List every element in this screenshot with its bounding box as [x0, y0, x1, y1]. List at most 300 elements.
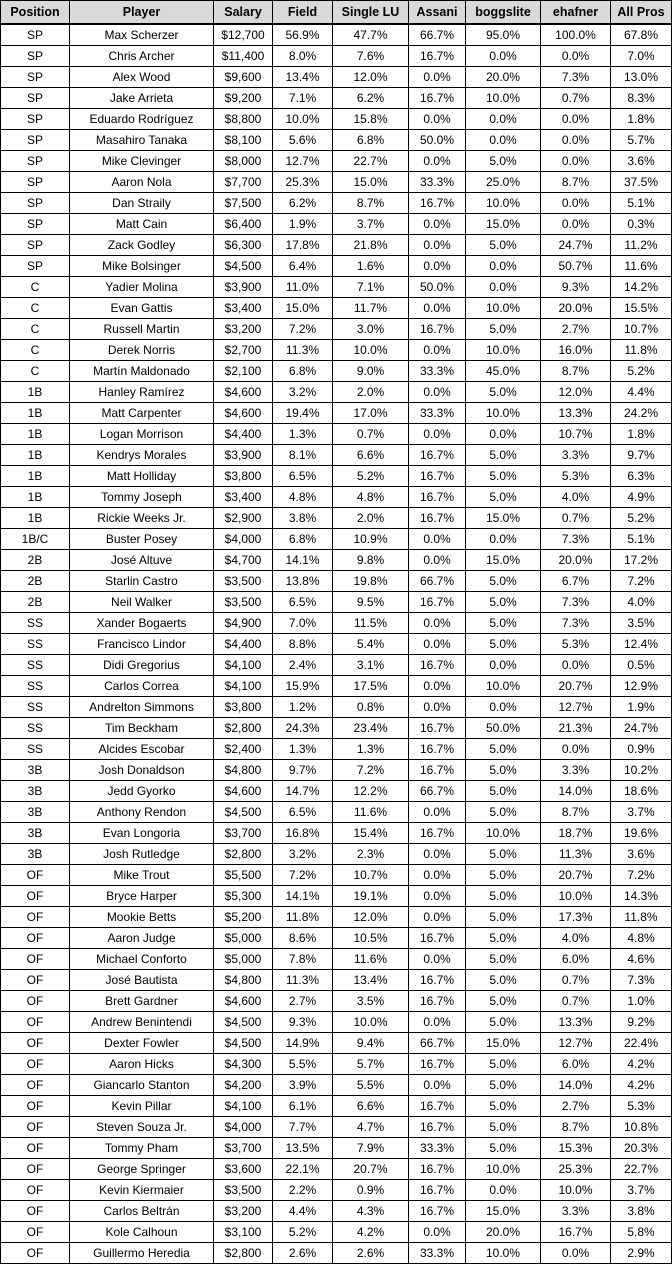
- header-row: [1, 1, 672, 25]
- salary-cell: $8,000: [214, 151, 273, 172]
- boggslite-cell: 15.0%: [466, 1033, 541, 1054]
- assani-cell: 16.7%: [409, 487, 466, 508]
- position-cell: 3B: [1, 781, 70, 802]
- player-cell: Aaron Nola: [70, 172, 214, 193]
- position-cell: 2B: [1, 550, 70, 571]
- all-pros-cell: 4.8%: [611, 928, 672, 949]
- salary-cell: $4,500: [214, 1033, 273, 1054]
- table-row: [1, 1054, 672, 1075]
- salary-cell: $3,800: [214, 466, 273, 487]
- field-cell: 8.0%: [273, 46, 333, 67]
- table-row: [1, 319, 672, 340]
- single-lu-cell: 22.7%: [333, 151, 409, 172]
- player-cell: Anthony Rendon: [70, 802, 214, 823]
- single-lu-cell: 9.8%: [333, 550, 409, 571]
- field-cell: 16.8%: [273, 823, 333, 844]
- table-row: [1, 1012, 672, 1033]
- player-cell: Giancarlo Stanton: [70, 1075, 214, 1096]
- all-pros-cell: 20.3%: [611, 1138, 672, 1159]
- table-row: [1, 823, 672, 844]
- ehafner-cell: 0.0%: [541, 214, 611, 235]
- boggslite-cell: 5.0%: [466, 949, 541, 970]
- salary-cell: $4,200: [214, 1075, 273, 1096]
- position-cell: OF: [1, 1033, 70, 1054]
- boggslite-cell: 15.0%: [466, 1201, 541, 1222]
- single-lu-cell: 3.5%: [333, 991, 409, 1012]
- player-cell: Didi Gregorius: [70, 655, 214, 676]
- salary-cell: $11,400: [214, 46, 273, 67]
- player-cell: Josh Rutledge: [70, 844, 214, 865]
- salary-cell: $2,700: [214, 340, 273, 361]
- field-cell: 11.3%: [273, 970, 333, 991]
- table-row: [1, 886, 672, 907]
- column-header-assani: Assani: [409, 1, 466, 25]
- player-cell: Aaron Hicks: [70, 1054, 214, 1075]
- salary-cell: $2,900: [214, 508, 273, 529]
- table-row: [1, 634, 672, 655]
- single-lu-cell: 4.8%: [333, 487, 409, 508]
- table-row: [1, 277, 672, 298]
- salary-cell: $5,200: [214, 907, 273, 928]
- field-cell: 6.1%: [273, 1096, 333, 1117]
- assani-cell: 0.0%: [409, 151, 466, 172]
- player-cell: Bryce Harper: [70, 886, 214, 907]
- assani-cell: 16.7%: [409, 1201, 466, 1222]
- salary-cell: $9,200: [214, 88, 273, 109]
- all-pros-cell: 37.5%: [611, 172, 672, 193]
- table-row: [1, 151, 672, 172]
- single-lu-cell: 6.6%: [333, 1096, 409, 1117]
- single-lu-cell: 11.5%: [333, 613, 409, 634]
- salary-cell: $3,900: [214, 445, 273, 466]
- assani-cell: 50.0%: [409, 130, 466, 151]
- salary-cell: $4,900: [214, 613, 273, 634]
- field-cell: 15.0%: [273, 298, 333, 319]
- salary-cell: $3,500: [214, 592, 273, 613]
- salary-cell: $7,700: [214, 172, 273, 193]
- all-pros-cell: 4.4%: [611, 382, 672, 403]
- all-pros-cell: 15.5%: [611, 298, 672, 319]
- table-row: [1, 781, 672, 802]
- ehafner-cell: 7.3%: [541, 613, 611, 634]
- salary-cell: $4,400: [214, 634, 273, 655]
- salary-cell: $3,800: [214, 697, 273, 718]
- all-pros-cell: 12.9%: [611, 676, 672, 697]
- column-header-field: Field: [273, 1, 333, 25]
- player-cell: Tommy Pham: [70, 1138, 214, 1159]
- table-row: [1, 844, 672, 865]
- salary-cell: $4,500: [214, 256, 273, 277]
- boggslite-cell: 0.0%: [466, 109, 541, 130]
- player-cell: Starlin Castro: [70, 571, 214, 592]
- player-cell: Max Scherzer: [70, 24, 214, 46]
- salary-cell: $4,600: [214, 403, 273, 424]
- salary-cell: $3,500: [214, 571, 273, 592]
- single-lu-cell: 12.0%: [333, 907, 409, 928]
- assani-cell: 16.7%: [409, 592, 466, 613]
- single-lu-cell: 12.2%: [333, 781, 409, 802]
- salary-cell: $7,500: [214, 193, 273, 214]
- ehafner-cell: 3.3%: [541, 445, 611, 466]
- single-lu-cell: 10.0%: [333, 1012, 409, 1033]
- player-cell: Michael Conforto: [70, 949, 214, 970]
- player-cell: George Springer: [70, 1159, 214, 1180]
- table-row: [1, 424, 672, 445]
- single-lu-cell: 4.7%: [333, 1117, 409, 1138]
- all-pros-cell: 7.3%: [611, 970, 672, 991]
- boggslite-cell: 5.0%: [466, 844, 541, 865]
- position-cell: OF: [1, 928, 70, 949]
- position-cell: SS: [1, 613, 70, 634]
- player-cell: Rickie Weeks Jr.: [70, 508, 214, 529]
- ehafner-cell: 0.0%: [541, 193, 611, 214]
- ehafner-cell: 0.7%: [541, 991, 611, 1012]
- position-cell: SS: [1, 718, 70, 739]
- boggslite-cell: 5.0%: [466, 1012, 541, 1033]
- boggslite-cell: 5.0%: [466, 739, 541, 760]
- single-lu-cell: 11.6%: [333, 802, 409, 823]
- assani-cell: 0.0%: [409, 214, 466, 235]
- all-pros-cell: 5.7%: [611, 130, 672, 151]
- assani-cell: 50.0%: [409, 277, 466, 298]
- all-pros-cell: 22.7%: [611, 1159, 672, 1180]
- position-cell: C: [1, 361, 70, 382]
- ehafner-cell: 100.0%: [541, 24, 611, 46]
- field-cell: 22.1%: [273, 1159, 333, 1180]
- position-cell: OF: [1, 907, 70, 928]
- field-cell: 15.9%: [273, 676, 333, 697]
- position-cell: 1B: [1, 382, 70, 403]
- ehafner-cell: 15.3%: [541, 1138, 611, 1159]
- all-pros-cell: 10.2%: [611, 760, 672, 781]
- position-cell: 1B: [1, 466, 70, 487]
- all-pros-cell: 18.6%: [611, 781, 672, 802]
- table-row: [1, 24, 672, 46]
- position-cell: SP: [1, 130, 70, 151]
- ehafner-cell: 0.7%: [541, 970, 611, 991]
- all-pros-cell: 4.0%: [611, 592, 672, 613]
- salary-cell: $5,000: [214, 928, 273, 949]
- field-cell: 25.3%: [273, 172, 333, 193]
- field-cell: 11.3%: [273, 340, 333, 361]
- single-lu-cell: 9.5%: [333, 592, 409, 613]
- ehafner-cell: 12.7%: [541, 697, 611, 718]
- player-cell: Kevin Kiermaier: [70, 1180, 214, 1201]
- assani-cell: 16.7%: [409, 508, 466, 529]
- ehafner-cell: 12.0%: [541, 382, 611, 403]
- position-cell: SS: [1, 697, 70, 718]
- player-cell: Kole Calhoun: [70, 1222, 214, 1243]
- single-lu-cell: 9.0%: [333, 361, 409, 382]
- table-row: [1, 46, 672, 67]
- table-row: [1, 718, 672, 739]
- assani-cell: 0.0%: [409, 676, 466, 697]
- field-cell: 1.2%: [273, 697, 333, 718]
- field-cell: 19.4%: [273, 403, 333, 424]
- ehafner-cell: 8.7%: [541, 172, 611, 193]
- salary-cell: $5,500: [214, 865, 273, 886]
- ehafner-cell: 13.3%: [541, 403, 611, 424]
- assani-cell: 16.7%: [409, 928, 466, 949]
- salary-cell: $6,300: [214, 235, 273, 256]
- ehafner-cell: 18.7%: [541, 823, 611, 844]
- all-pros-cell: 11.2%: [611, 235, 672, 256]
- salary-cell: $8,800: [214, 109, 273, 130]
- ehafner-cell: 20.0%: [541, 550, 611, 571]
- salary-cell: $2,800: [214, 718, 273, 739]
- boggslite-cell: 95.0%: [466, 24, 541, 46]
- salary-cell: $3,600: [214, 1159, 273, 1180]
- single-lu-cell: 47.7%: [333, 24, 409, 46]
- position-cell: OF: [1, 1159, 70, 1180]
- all-pros-cell: 5.3%: [611, 1096, 672, 1117]
- single-lu-cell: 3.0%: [333, 319, 409, 340]
- assani-cell: 16.7%: [409, 88, 466, 109]
- salary-cell: $4,100: [214, 676, 273, 697]
- position-cell: C: [1, 319, 70, 340]
- assani-cell: 16.7%: [409, 718, 466, 739]
- player-cell: Buster Posey: [70, 529, 214, 550]
- field-cell: 4.4%: [273, 1201, 333, 1222]
- player-cell: Kendrys Morales: [70, 445, 214, 466]
- assani-cell: 16.7%: [409, 1117, 466, 1138]
- all-pros-cell: 5.1%: [611, 529, 672, 550]
- player-cell: Neil Walker: [70, 592, 214, 613]
- field-cell: 9.3%: [273, 1012, 333, 1033]
- player-cell: Kevin Pillar: [70, 1096, 214, 1117]
- player-cell: Jake Arrieta: [70, 88, 214, 109]
- table-row: [1, 970, 672, 991]
- field-cell: 6.5%: [273, 592, 333, 613]
- single-lu-cell: 15.8%: [333, 109, 409, 130]
- ehafner-cell: 20.7%: [541, 676, 611, 697]
- column-header-position: Position: [1, 1, 70, 25]
- field-cell: 5.2%: [273, 1222, 333, 1243]
- table-row: [1, 130, 672, 151]
- field-cell: 5.5%: [273, 1054, 333, 1075]
- player-cell: Mookie Betts: [70, 907, 214, 928]
- assani-cell: 16.7%: [409, 1096, 466, 1117]
- salary-cell: $2,100: [214, 361, 273, 382]
- salary-cell: $4,600: [214, 382, 273, 403]
- player-cell: Carlos Beltrán: [70, 1201, 214, 1222]
- field-cell: 12.7%: [273, 151, 333, 172]
- boggslite-cell: 15.0%: [466, 550, 541, 571]
- table-row: [1, 802, 672, 823]
- all-pros-cell: 22.4%: [611, 1033, 672, 1054]
- player-cell: Mike Bolsinger: [70, 256, 214, 277]
- field-cell: 17.8%: [273, 235, 333, 256]
- field-cell: 5.6%: [273, 130, 333, 151]
- single-lu-cell: 8.7%: [333, 193, 409, 214]
- boggslite-cell: 5.0%: [466, 445, 541, 466]
- field-cell: 6.8%: [273, 361, 333, 382]
- assani-cell: 0.0%: [409, 550, 466, 571]
- position-cell: SP: [1, 46, 70, 67]
- boggslite-cell: 5.0%: [466, 1117, 541, 1138]
- all-pros-cell: 3.6%: [611, 844, 672, 865]
- all-pros-cell: 9.2%: [611, 1012, 672, 1033]
- column-header-player: Player: [70, 1, 214, 25]
- all-pros-cell: 13.0%: [611, 67, 672, 88]
- single-lu-cell: 2.3%: [333, 844, 409, 865]
- salary-cell: $5,000: [214, 949, 273, 970]
- position-cell: SP: [1, 214, 70, 235]
- all-pros-cell: 3.5%: [611, 613, 672, 634]
- all-pros-cell: 24.2%: [611, 403, 672, 424]
- ehafner-cell: 25.3%: [541, 1159, 611, 1180]
- position-cell: OF: [1, 1201, 70, 1222]
- position-cell: OF: [1, 1180, 70, 1201]
- assani-cell: 0.0%: [409, 382, 466, 403]
- boggslite-cell: 10.0%: [466, 676, 541, 697]
- boggslite-cell: 0.0%: [466, 130, 541, 151]
- salary-cell: $3,700: [214, 823, 273, 844]
- ehafner-cell: 2.7%: [541, 319, 611, 340]
- table-row: [1, 1243, 672, 1264]
- assani-cell: 0.0%: [409, 424, 466, 445]
- position-cell: 3B: [1, 802, 70, 823]
- position-cell: OF: [1, 865, 70, 886]
- field-cell: 14.1%: [273, 886, 333, 907]
- player-cell: Matt Carpenter: [70, 403, 214, 424]
- single-lu-cell: 1.3%: [333, 739, 409, 760]
- ehafner-cell: 20.7%: [541, 865, 611, 886]
- assani-cell: 16.7%: [409, 466, 466, 487]
- ehafner-cell: 6.0%: [541, 1054, 611, 1075]
- field-cell: 6.5%: [273, 802, 333, 823]
- all-pros-cell: 0.3%: [611, 214, 672, 235]
- table-row: [1, 382, 672, 403]
- boggslite-cell: 10.0%: [466, 1159, 541, 1180]
- salary-cell: $4,100: [214, 1096, 273, 1117]
- boggslite-cell: 5.0%: [466, 802, 541, 823]
- single-lu-cell: 13.4%: [333, 970, 409, 991]
- assani-cell: 16.7%: [409, 655, 466, 676]
- boggslite-cell: 10.0%: [466, 1243, 541, 1264]
- position-cell: 1B: [1, 508, 70, 529]
- salary-cell: $9,600: [214, 67, 273, 88]
- ehafner-cell: 8.7%: [541, 361, 611, 382]
- position-cell: OF: [1, 970, 70, 991]
- assani-cell: 66.7%: [409, 781, 466, 802]
- boggslite-cell: 20.0%: [466, 1222, 541, 1243]
- salary-cell: $3,200: [214, 319, 273, 340]
- boggslite-cell: 5.0%: [466, 991, 541, 1012]
- all-pros-cell: 3.7%: [611, 802, 672, 823]
- boggslite-cell: 5.0%: [466, 592, 541, 613]
- field-cell: 3.2%: [273, 382, 333, 403]
- salary-cell: $4,700: [214, 550, 273, 571]
- player-cell: Alex Wood: [70, 67, 214, 88]
- table-row: [1, 1075, 672, 1096]
- field-cell: 11.0%: [273, 277, 333, 298]
- ehafner-cell: 4.0%: [541, 928, 611, 949]
- salary-cell: $4,400: [214, 424, 273, 445]
- ehafner-cell: 12.7%: [541, 1033, 611, 1054]
- ehafner-cell: 0.7%: [541, 88, 611, 109]
- all-pros-cell: 1.0%: [611, 991, 672, 1012]
- single-lu-cell: 10.0%: [333, 340, 409, 361]
- player-cell: Steven Souza Jr.: [70, 1117, 214, 1138]
- column-header-boggslite: boggslite: [466, 1, 541, 25]
- salary-cell: $3,400: [214, 298, 273, 319]
- all-pros-cell: 0.5%: [611, 655, 672, 676]
- ehafner-cell: 16.7%: [541, 1222, 611, 1243]
- ehafner-cell: 0.0%: [541, 109, 611, 130]
- position-cell: SS: [1, 676, 70, 697]
- field-cell: 6.8%: [273, 529, 333, 550]
- single-lu-cell: 6.6%: [333, 445, 409, 466]
- all-pros-cell: 5.2%: [611, 361, 672, 382]
- assani-cell: 0.0%: [409, 634, 466, 655]
- boggslite-cell: 15.0%: [466, 508, 541, 529]
- single-lu-cell: 15.4%: [333, 823, 409, 844]
- assani-cell: 16.7%: [409, 991, 466, 1012]
- table-row: [1, 403, 672, 424]
- ehafner-cell: 14.0%: [541, 781, 611, 802]
- table-row: [1, 298, 672, 319]
- ehafner-cell: 7.3%: [541, 529, 611, 550]
- ehafner-cell: 3.3%: [541, 1201, 611, 1222]
- table-row: [1, 256, 672, 277]
- ehafner-cell: 2.7%: [541, 1096, 611, 1117]
- position-cell: SP: [1, 256, 70, 277]
- boggslite-cell: 10.0%: [466, 340, 541, 361]
- boggslite-cell: 0.0%: [466, 256, 541, 277]
- single-lu-cell: 7.9%: [333, 1138, 409, 1159]
- position-cell: 2B: [1, 571, 70, 592]
- salary-cell: $4,500: [214, 1012, 273, 1033]
- boggslite-cell: 10.0%: [466, 823, 541, 844]
- all-pros-cell: 1.8%: [611, 109, 672, 130]
- ehafner-cell: 0.0%: [541, 130, 611, 151]
- assani-cell: 16.7%: [409, 193, 466, 214]
- ehafner-cell: 8.7%: [541, 802, 611, 823]
- position-cell: 3B: [1, 760, 70, 781]
- player-cell: Xander Bogaerts: [70, 613, 214, 634]
- field-cell: 13.4%: [273, 67, 333, 88]
- table-row: [1, 676, 672, 697]
- all-pros-cell: 11.6%: [611, 256, 672, 277]
- field-cell: 56.9%: [273, 24, 333, 46]
- ehafner-cell: 3.3%: [541, 760, 611, 781]
- ehafner-cell: 10.7%: [541, 424, 611, 445]
- position-cell: C: [1, 277, 70, 298]
- single-lu-cell: 3.7%: [333, 214, 409, 235]
- field-cell: 1.3%: [273, 424, 333, 445]
- field-cell: 6.4%: [273, 256, 333, 277]
- assani-cell: 16.7%: [409, 970, 466, 991]
- player-cell: Derek Norris: [70, 340, 214, 361]
- boggslite-cell: 5.0%: [466, 760, 541, 781]
- assani-cell: 16.7%: [409, 739, 466, 760]
- ehafner-cell: 14.0%: [541, 1075, 611, 1096]
- table-row: [1, 487, 672, 508]
- player-cell: Yadier Molina: [70, 277, 214, 298]
- field-cell: 14.1%: [273, 550, 333, 571]
- player-cell: Tommy Joseph: [70, 487, 214, 508]
- single-lu-cell: 6.8%: [333, 130, 409, 151]
- ehafner-cell: 4.0%: [541, 487, 611, 508]
- player-cell: Mike Clevinger: [70, 151, 214, 172]
- ehafner-cell: 6.0%: [541, 949, 611, 970]
- column-header-all-pros: All Pros: [611, 1, 672, 25]
- field-cell: 11.8%: [273, 907, 333, 928]
- ehafner-cell: 9.3%: [541, 277, 611, 298]
- boggslite-cell: 0.0%: [466, 424, 541, 445]
- player-cell: Carlos Correa: [70, 676, 214, 697]
